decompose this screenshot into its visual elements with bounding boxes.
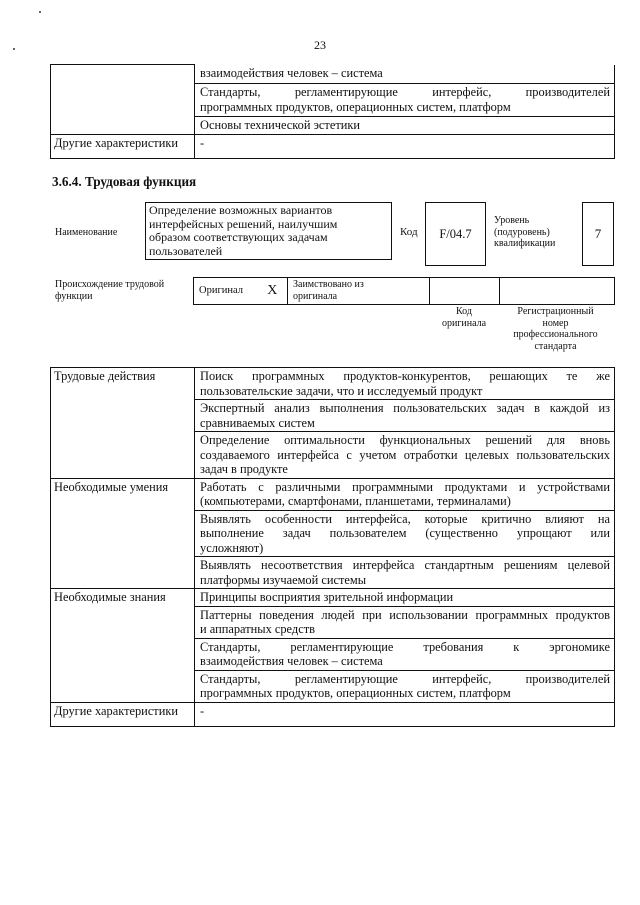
row-line: выполнение задач пользователем (существенно упрощают или — [200, 526, 610, 540]
level-label-line: квалификации — [494, 238, 556, 249]
row-line: Стандарты, регламентирующие требования к эргономике — [200, 639, 610, 654]
section-title: 3.6.4. Трудовая функция — [52, 174, 197, 189]
origin-label-line: функции — [55, 290, 93, 302]
origin-table — [193, 277, 615, 305]
table-row — [195, 368, 615, 400]
main-table — [50, 367, 615, 727]
other-characteristics-label: Другие характеристики — [51, 134, 195, 158]
code-original-caption — [434, 306, 494, 329]
table-row — [195, 510, 615, 557]
row-line: программных продуктов, операционных систем, платформ — [200, 99, 511, 114]
top-table — [50, 64, 615, 159]
row-line: усложняют) — [200, 540, 264, 555]
borrowed-label-line: оригинала — [293, 290, 338, 302]
level-value: 7 — [594, 226, 602, 241]
name-label: Наименование — [55, 227, 118, 238]
table-row — [195, 670, 615, 702]
empty-label-cell — [51, 65, 195, 135]
table-row — [195, 557, 615, 589]
row-line: пользовательские задачи, что и исследуемый продукт — [200, 383, 483, 398]
reg-number-caption — [498, 306, 613, 352]
row-line: задач в продукте — [200, 462, 288, 476]
scan-speck — [39, 11, 41, 13]
level-box — [582, 202, 614, 266]
caption-line: Регистрационный — [517, 306, 594, 317]
table-row — [195, 638, 615, 670]
code-label: Код — [400, 226, 418, 238]
caption-line: номер — [542, 317, 569, 329]
row-line: (компьютерами, смартфонами, планшетами, терминалами) — [200, 494, 511, 508]
row-line: программных продуктов, операционных систем, платформ — [200, 686, 511, 700]
original-label: Оригинал — [194, 278, 258, 305]
function-name-line: образом соответствующих задачам — [149, 230, 328, 244]
borrowed-label — [288, 278, 430, 305]
code-box — [425, 202, 486, 266]
table-row — [195, 65, 615, 84]
origin-label-line: Происхождение трудовой — [55, 279, 165, 290]
function-name-line: интерфейсных решений, наилучшим — [149, 216, 338, 231]
caption-line: оригинала — [441, 317, 487, 329]
other-characteristics-value: - — [195, 134, 615, 158]
origin-label — [55, 279, 164, 302]
caption-line: Код — [456, 306, 472, 317]
row-line: Основы технической эстетики — [200, 118, 361, 132]
function-name-line: Определение возможных вариантов — [149, 203, 333, 217]
function-name-line: пользователей — [149, 243, 223, 258]
table-row — [195, 400, 615, 432]
level-label-line: Уровень — [494, 215, 530, 226]
row-line: взаимодействия человек – система — [200, 65, 383, 80]
table-row — [195, 478, 615, 510]
code-value: F/04.7 — [439, 227, 472, 241]
level-label — [494, 215, 555, 250]
row-line: Работать с различными программными продуктами и устройствами — [200, 479, 610, 494]
reg-number-cell — [500, 278, 615, 305]
row-line: Определение оптимальности функциональных решений для вновь — [200, 433, 610, 447]
row-line: платформы изучаемой системы — [200, 572, 367, 587]
table-row — [195, 432, 615, 479]
borrowed-label-line: Заимствовано из — [293, 279, 364, 290]
section-label-actions: Трудовые действия — [51, 368, 195, 479]
row-line: взаимодействия человек – система — [200, 654, 383, 668]
section-label-knowledge: Необходимые знания — [51, 589, 195, 703]
other-characteristics-value: - — [195, 702, 615, 726]
code-original-cell — [430, 278, 500, 305]
other-characteristics-label: Другие характеристики — [51, 702, 195, 726]
row-line: Экспертный анализ выполнения пользовательских задач в каждой из — [200, 401, 610, 415]
table-row — [195, 84, 615, 117]
row-line: и аппаратных средств — [200, 622, 315, 636]
row-line: Паттерны поведения людей при использовании программных продуктов — [200, 607, 610, 622]
table-row — [195, 606, 615, 638]
function-name-box — [145, 202, 392, 260]
row-line: Выявлять несоответствия интерфейса стандартным решениям целевой — [200, 558, 610, 572]
row-line: Принципы восприятия зрительной информации — [200, 590, 454, 604]
row-line: создаваемого интерфейса с учетом отработки целевых пользовательских — [200, 447, 610, 462]
level-label-line: (подуровень) — [494, 226, 550, 238]
table-row — [195, 117, 615, 135]
row-line: Стандарты, регламентирующие интерфейс, производителей — [200, 671, 610, 686]
row-line: сравниваемых систем — [200, 415, 315, 430]
section-label-skills: Необходимые умения — [51, 478, 195, 589]
original-mark: X — [258, 278, 288, 305]
page-number: 23 — [314, 38, 326, 52]
table-row — [195, 589, 615, 607]
row-line: Поиск программных продуктов-конкурентов, решающих те же — [200, 369, 610, 383]
row-line: Выявлять особенности интерфейса, которые критично влияют на — [200, 511, 610, 526]
caption-line: профессионального — [513, 329, 598, 340]
caption-line: стандарта — [534, 340, 577, 352]
row-line: Стандарты, регламентирующие интерфейс, производителей — [200, 85, 610, 99]
